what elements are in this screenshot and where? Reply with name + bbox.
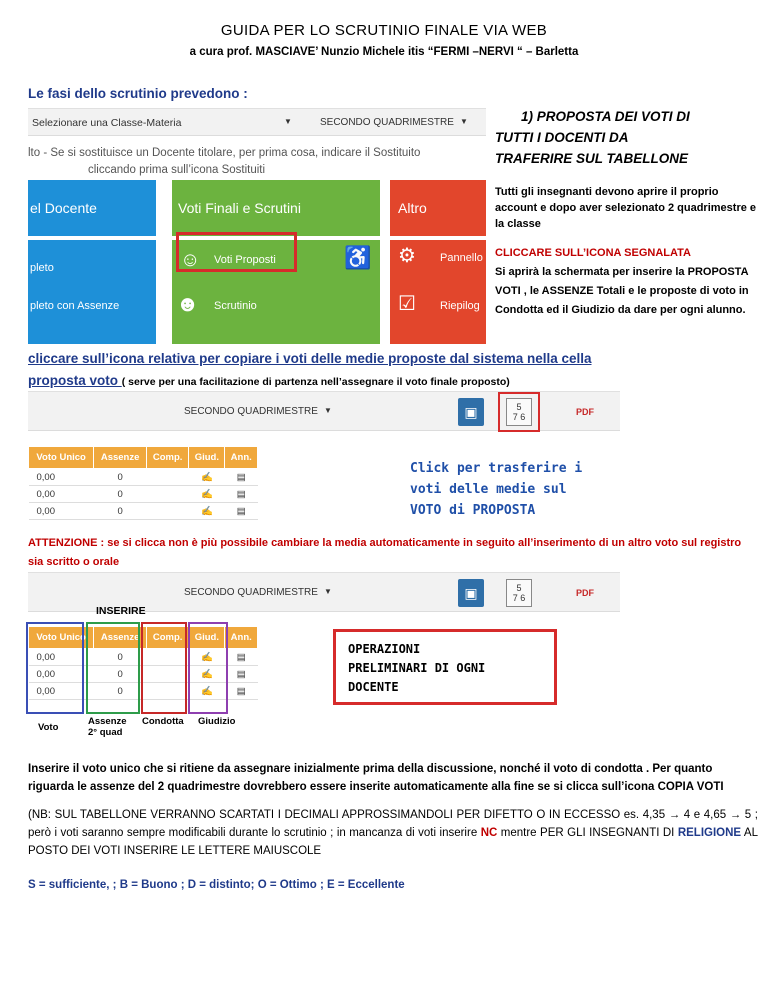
comp-cell[interactable] bbox=[146, 503, 188, 520]
giudizio-icon[interactable]: ✍ bbox=[189, 503, 225, 520]
condotta-column-outline bbox=[141, 622, 187, 714]
col-header-comp: Comp. bbox=[146, 627, 188, 649]
tile-altro[interactable] bbox=[390, 180, 486, 236]
scrutinio-link[interactable]: Scrutinio bbox=[214, 300, 257, 312]
transfer-note-line3: VOTO di PROPOSTA bbox=[410, 503, 536, 518]
attention-warning: ATTENZIONE : se si clicca non è più possibile cambiare la media automaticamente in seguito all’inserimento di un altro voto sul registro sia scritto o orale bbox=[28, 537, 742, 568]
chevron-down-icon[interactable]: ▼ bbox=[284, 117, 292, 126]
click-icon-detail: Si aprirà la schermata per inserire la PROPOSTA VOTI , le ASSENZE Totali e le proposte di voto in Condotta ed il Giudizio da dare per ogni alunno. bbox=[495, 266, 749, 316]
note-icon[interactable]: ▤ bbox=[225, 469, 258, 486]
rounding-note-part1: (NB: SUL TABELLONE VERRANNO SCARTATI I DECIMALI APPROSSIMANDOLI PER DIFETTO O IN ECCESSO es. 4,35 → 4 e 4,65 → 5 ; però i voti saranno sempre modificabili durante lo scrutinio ; in mancanza di voti inserire bbox=[28, 809, 758, 839]
chevron-down-icon[interactable]: ▼ bbox=[324, 587, 332, 596]
section-heading: Le fasi dello scrutinio prevedono : bbox=[28, 86, 248, 101]
col-header-voto: Voto Unico bbox=[29, 447, 94, 469]
page-title: GUIDA PER LO SCRUTINIO FINALE VIA WEB bbox=[220, 22, 548, 39]
step1-title-line3: TRAFERIRE SUL TABELLONE bbox=[495, 151, 689, 166]
transfer-note bbox=[410, 458, 582, 521]
note-icon[interactable]: ▤ bbox=[225, 683, 258, 700]
pannello-link[interactable]: Pannello bbox=[440, 252, 483, 264]
tile-altro-items bbox=[390, 240, 486, 344]
note-icon[interactable]: ▤ bbox=[225, 666, 258, 683]
copy-votes-icon[interactable]: 5 7 6 bbox=[506, 398, 532, 426]
assenze-cell[interactable]: 0 bbox=[94, 469, 147, 486]
riepilogo-link[interactable]: Riepilog bbox=[440, 300, 480, 312]
user-icon[interactable]: ☺ bbox=[180, 249, 201, 271]
rounding-note-paragraph bbox=[28, 806, 758, 860]
step1-click-instructions bbox=[495, 244, 757, 320]
save-icon[interactable]: ▣ bbox=[458, 579, 484, 607]
legend-voto: Voto bbox=[38, 722, 59, 733]
table-row bbox=[29, 503, 258, 520]
class-selector-strip bbox=[28, 108, 486, 136]
tile-altro-title: Altro bbox=[398, 200, 427, 216]
ops-line1: OPERAZIONI bbox=[348, 642, 421, 656]
col-header-ann: Ann. bbox=[225, 627, 258, 649]
transfer-note-line2: voti delle medie sul bbox=[410, 482, 567, 497]
assenze-cell[interactable]: 0 bbox=[94, 486, 147, 503]
col-header-voto: Voto Unico bbox=[29, 627, 94, 649]
col-header-comp: Comp. bbox=[146, 447, 188, 469]
giudizio-icon[interactable]: ✍ bbox=[189, 649, 225, 666]
table-row bbox=[29, 469, 258, 486]
voto-cell[interactable]: 0,00 bbox=[29, 683, 94, 700]
ops-line3: DOCENTE bbox=[348, 680, 399, 694]
save-icon[interactable]: ▣ bbox=[458, 398, 484, 426]
tile-item-completo[interactable]: pleto bbox=[30, 262, 54, 274]
tile-voti-finali[interactable] bbox=[172, 180, 380, 236]
transfer-note-line1: Click per trasferire i bbox=[410, 461, 583, 476]
assenze-cell[interactable]: 0 bbox=[94, 649, 147, 666]
assenze-cell[interactable]: 0 bbox=[94, 666, 147, 683]
hint-line-2: cliccando prima sull’icona Sostituiti bbox=[88, 164, 266, 176]
comp-cell[interactable] bbox=[146, 486, 188, 503]
assenze-cell[interactable]: 0 bbox=[94, 503, 147, 520]
religione-keyword: RELIGIONE bbox=[677, 827, 742, 839]
rounding-note-part2: mentre PER GLI INSEGNANTI DI bbox=[497, 827, 678, 839]
accessibility-icon[interactable]: ♿ bbox=[344, 245, 372, 270]
step1-title-line1: 1) PROPOSTA DEI VOTI DI bbox=[521, 109, 690, 124]
class-select-label[interactable]: Selezionare una Classe-Materia bbox=[32, 117, 182, 129]
period-select-label[interactable]: SECONDO QUADRIMESTRE bbox=[184, 587, 318, 598]
pdf-icon[interactable]: PDF bbox=[576, 588, 594, 598]
voto-cell[interactable]: 0,00 bbox=[29, 469, 94, 486]
comp-cell[interactable] bbox=[146, 469, 188, 486]
chart-icon[interactable]: ☑ bbox=[398, 293, 416, 315]
tile-docente-items bbox=[28, 240, 156, 344]
voto-cell[interactable]: 0,00 bbox=[29, 666, 94, 683]
legend-assenze-quad: 2° quad bbox=[88, 727, 123, 738]
inserire-label: INSERIRE bbox=[96, 605, 146, 617]
legend-assenze: Assenze bbox=[88, 716, 127, 727]
assenze-cell[interactable]: 0 bbox=[94, 683, 147, 700]
voto-column-outline bbox=[26, 622, 84, 714]
grade-letters-legend: S = sufficiente, ; B = Buono ; D = distinto; O = Ottimo ; E = Eccellente bbox=[28, 879, 405, 891]
col-header-ann: Ann. bbox=[225, 447, 258, 469]
legend-condotta: Condotta bbox=[142, 716, 184, 727]
copy-votes-cell-name: proposta voto bbox=[28, 373, 122, 388]
insert-vote-paragraph: Inserire il voto unico che si ritiene da assegnare inizialmente prima della discussione, nonché il voto di condotta . Per quanto riguarda le assenze del 2 quadrimestre dovrebbero essere inserite automaticamente alla fine se si clicca sull’icona COPIA VOTI bbox=[28, 763, 724, 793]
tile-docente-title: el Docente bbox=[30, 200, 97, 216]
note-icon[interactable]: ▤ bbox=[225, 503, 258, 520]
note-icon[interactable]: ▤ bbox=[225, 486, 258, 503]
legend-giudizio: Giudizio bbox=[198, 716, 236, 727]
tile-docente[interactable] bbox=[28, 180, 156, 236]
page-subtitle: a cura prof. MASCIAVE’ Nunzio Michele itis “FERMI –NERVI “ – Barletta bbox=[189, 46, 579, 58]
step1-title bbox=[495, 106, 757, 169]
voto-cell[interactable]: 0,00 bbox=[29, 486, 94, 503]
votes-table bbox=[28, 446, 258, 520]
giudizio-icon[interactable]: ✍ bbox=[189, 666, 225, 683]
voti-proposti-link[interactable]: Voti Proposti bbox=[214, 254, 276, 266]
tile-voti-finali-title: Voti Finali e Scrutini bbox=[178, 200, 301, 216]
step1-title-line2: TUTTI I DOCENTI DA bbox=[495, 130, 629, 145]
giudizio-icon[interactable]: ✍ bbox=[189, 683, 225, 700]
copy-votes-line1: cliccare sull’icona relativa per copiare i voti delle medie proposte dal sistema nella cella bbox=[28, 351, 592, 366]
voto-cell[interactable]: 0,00 bbox=[29, 503, 94, 520]
table-row bbox=[29, 486, 258, 503]
col-header-giud: Giud. bbox=[189, 447, 225, 469]
chevron-down-icon[interactable]: ▼ bbox=[460, 117, 468, 126]
users-group-icon[interactable]: ☻ bbox=[176, 291, 200, 316]
note-icon[interactable]: ▤ bbox=[225, 649, 258, 666]
giudizio-icon[interactable]: ✍ bbox=[189, 469, 225, 486]
copy-votes-highlight bbox=[498, 392, 540, 432]
nc-keyword: NC bbox=[480, 827, 498, 839]
pdf-icon[interactable]: PDF bbox=[576, 407, 594, 417]
tile-item-completo-assenze[interactable]: pleto con Assenze bbox=[30, 300, 120, 312]
copy-votes-icon[interactable]: 5 7 6 bbox=[506, 579, 532, 607]
chevron-down-icon[interactable]: ▼ bbox=[324, 406, 332, 415]
toolbar-strip bbox=[28, 391, 620, 431]
assenze-column-outline bbox=[86, 622, 140, 714]
period-select-label[interactable]: SECONDO QUADRIMESTRE bbox=[320, 117, 454, 128]
voti-proposti-highlight bbox=[176, 232, 297, 272]
col-header-giud: Giud. bbox=[189, 627, 225, 649]
click-icon-callout: CLICCARE SULL’ICONA SEGNALATA bbox=[495, 247, 691, 259]
rounding-note-part3: AL POSTO DEI VOTI INSERIRE LE LETTERE MAIUSCOLE bbox=[28, 827, 758, 857]
hint-line-1: lto - Se si sostituisce un Docente titolare, per prima cosa, indicare il Sostituito bbox=[28, 147, 421, 159]
ops-line2: PRELIMINARI DI OGNI bbox=[348, 661, 486, 675]
col-header-assenze: Assenze bbox=[94, 627, 147, 649]
giudizio-icon[interactable]: ✍ bbox=[189, 486, 225, 503]
step1-instructions: Tutti gli insegnanti devono aprire il proprio account e dopo aver selezionato 2 quadrimestre e la classe bbox=[495, 186, 757, 230]
voto-cell[interactable]: 0,00 bbox=[29, 649, 94, 666]
col-header-assenze: Assenze bbox=[94, 447, 147, 469]
copy-votes-instruction bbox=[28, 348, 758, 393]
substitute-hint bbox=[28, 145, 488, 179]
gear-icon[interactable]: ⚙ bbox=[398, 245, 416, 267]
giudizio-column-outline bbox=[188, 622, 228, 714]
copy-votes-note: ( serve per una facilitazione di partenza nell’assegnare il voto finale proposto) bbox=[121, 376, 510, 388]
preliminary-ops-box bbox=[333, 629, 557, 705]
period-select-label[interactable]: SECONDO QUADRIMESTRE bbox=[184, 406, 318, 417]
